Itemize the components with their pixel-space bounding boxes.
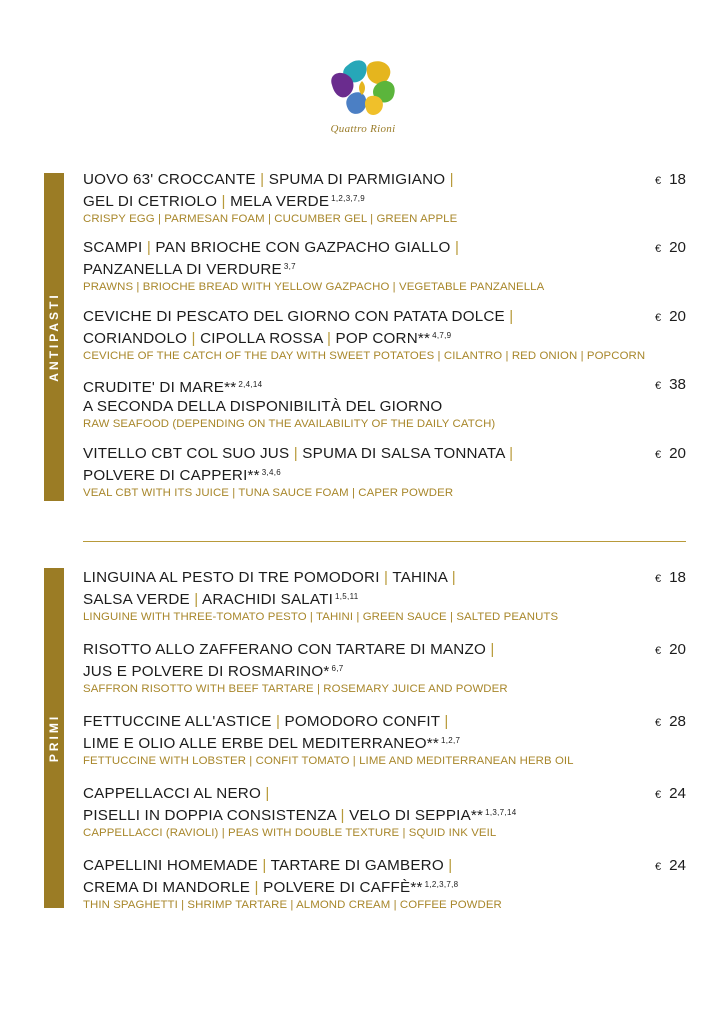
item-name-part: A SECONDA DELLA DISPONIBILITÀ DEL GIORNO <box>83 398 443 415</box>
item-title-line <box>83 659 693 681</box>
allergen-codes: 1,2,7 <box>441 736 461 745</box>
item-title-line <box>83 238 693 257</box>
currency-symbol: € <box>654 573 662 585</box>
item-name-part: POP CORN** <box>335 330 431 347</box>
item-name-part: PANZANELLA DI VERDURE <box>83 261 282 278</box>
item-price <box>655 856 686 877</box>
item-name-part: RISOTTO ALLO ZAFFERANO CON TARTARE DI MANZO <box>83 641 486 658</box>
item-name-part: JUS E POLVERE DI ROSMARINO* <box>83 663 330 680</box>
item-price <box>655 444 686 465</box>
item-name-part: UOVO 63' CROCCANTE <box>83 171 256 188</box>
item-title-line <box>83 170 693 189</box>
item-english-description: PRAWNS | BRIOCHE BREAD WITH YELLOW GAZPACHO | VEGETABLE PANZANELLA <box>83 281 545 293</box>
item-title-line <box>83 307 693 326</box>
item-english-description: CRISPY EGG | PARMESAN FOAM | CUCUMBER GEL | GREEN APPLE <box>83 213 458 225</box>
item-name-part: SPUMA DI SALSA TONNATA <box>302 445 505 462</box>
price-value: 20 <box>669 445 686 462</box>
separator: | <box>450 239 460 256</box>
item-title-line <box>83 731 693 753</box>
menu-item <box>83 375 693 432</box>
menu-item <box>83 784 693 841</box>
item-name-part: CAPELLINI HOMEMADE <box>83 857 258 874</box>
item-price <box>655 375 686 396</box>
allergen-codes: 3,7 <box>283 262 296 271</box>
price-value: 20 <box>669 308 686 325</box>
item-name-part: POLVERE DI CAPPERI** <box>83 467 260 484</box>
separator: | <box>445 171 454 188</box>
item-name-part: SCAMPI <box>83 239 143 256</box>
item-price <box>655 238 686 259</box>
currency-symbol: € <box>654 312 662 324</box>
item-name-part: FETTUCCINE ALL'ASTICE <box>83 713 272 730</box>
item-title-line <box>83 189 693 211</box>
item-price <box>655 568 686 589</box>
item-title-line <box>83 463 693 485</box>
item-name-part: CORIANDOLO <box>83 330 188 347</box>
separator: | <box>257 857 271 874</box>
menu-item <box>83 856 693 913</box>
price-value: 38 <box>669 376 686 393</box>
separator: | <box>504 308 514 325</box>
item-title-line <box>83 803 693 825</box>
item-title-line <box>83 875 693 897</box>
separator: | <box>189 591 203 608</box>
item-title-line <box>83 587 693 609</box>
separator: | <box>260 785 270 802</box>
item-title-line <box>83 326 693 348</box>
item-name-part: CRUDITE' DI MARE** <box>83 379 237 396</box>
allergen-codes: 2,4,14 <box>238 380 263 389</box>
menu-item <box>83 307 693 364</box>
menu-item <box>83 640 693 697</box>
separator: | <box>217 193 231 210</box>
item-name-part: TAHINA <box>392 569 448 586</box>
section-label: PRIMI <box>47 713 61 763</box>
separator: | <box>187 330 201 347</box>
allergen-codes: 6,7 <box>331 664 344 673</box>
item-name-part: ARACHIDI SALATI <box>202 591 334 608</box>
currency-symbol: € <box>654 789 662 801</box>
separator: | <box>250 879 264 896</box>
price-value: 20 <box>669 239 686 256</box>
item-english-description: RAW SEAFOOD (DEPENDING ON THE AVAILABILITY OF THE DAILY CATCH) <box>83 418 496 430</box>
separator: | <box>439 713 449 730</box>
item-name-part: LINGUINA AL PESTO DI TRE POMODORI <box>83 569 380 586</box>
item-price <box>655 784 686 805</box>
item-english-description: FETTUCCINE WITH LOBSTER | CONFIT TOMATO | LIME AND MEDITERRANEAN HERB OIL <box>83 755 574 767</box>
item-name-part: SPUMA DI PARMIGIANO <box>268 171 446 188</box>
menu-item <box>83 568 693 625</box>
item-name-part: VELO DI SEPPIA** <box>349 807 484 824</box>
allergen-codes: 1,2,3,7,8 <box>424 880 459 889</box>
item-english-description: LINGUINE WITH THREE-TOMATO PESTO | TAHINI | GREEN SAUCE | SALTED PEANUTS <box>83 611 559 623</box>
item-price <box>655 640 686 661</box>
item-name-part: CREMA DI MANDORLE <box>83 879 251 896</box>
currency-symbol: € <box>654 449 662 461</box>
item-title-line <box>83 444 693 463</box>
item-name-part: LIME E OLIO ALLE ERBE DEL MEDITERRANEO** <box>83 735 440 752</box>
separator: | <box>504 445 514 462</box>
item-title-line <box>83 712 693 731</box>
separator: | <box>322 330 336 347</box>
currency-symbol: € <box>654 861 662 873</box>
section-sidebar-primi <box>44 568 64 908</box>
menu-item <box>83 444 693 501</box>
separator: | <box>336 807 350 824</box>
item-name-part: PISELLI IN DOPPIA CONSISTENZA <box>83 807 337 824</box>
brand-name: Quattro Rioni <box>330 123 396 135</box>
item-name-part: POMODORO CONFIT <box>284 713 440 730</box>
item-name-part: CEVICHE DI PESCATO DEL GIORNO CON PATATA DOLCE <box>83 308 505 325</box>
separator: | <box>255 171 269 188</box>
item-title-line <box>83 257 693 279</box>
item-name-part: VITELLO CBT COL SUO JUS <box>83 445 290 462</box>
item-name-part: GEL DI CETRIOLO <box>83 193 218 210</box>
item-title-line <box>83 375 693 397</box>
item-title-line <box>83 568 693 587</box>
restaurant-logo <box>323 55 403 143</box>
currency-symbol: € <box>654 717 662 729</box>
item-english-description: THIN SPAGHETTI | SHRIMP TARTARE | ALMOND CREAM | COFFEE POWDER <box>83 899 502 911</box>
separator: | <box>447 569 456 586</box>
item-title-line <box>83 856 693 875</box>
separator: | <box>289 445 303 462</box>
separator: | <box>443 857 453 874</box>
item-english-description: SAFFRON RISOTTO WITH BEEF TARTARE | ROSEMARY JUICE AND POWDER <box>83 683 508 695</box>
price-value: 24 <box>669 857 686 874</box>
currency-symbol: € <box>654 380 662 392</box>
currency-symbol: € <box>654 645 662 657</box>
clover-logo-icon <box>326 55 400 121</box>
separator: | <box>379 569 393 586</box>
price-value: 18 <box>669 569 686 586</box>
item-english-description: CEVICHE OF THE CATCH OF THE DAY WITH SWEET POTATOES | CILANTRO | RED ONION | POPCORN <box>83 350 646 362</box>
item-english-description: VEAL CBT WITH ITS JUICE | TUNA SAUCE FOAM | CAPER POWDER <box>83 487 454 499</box>
price-value: 20 <box>669 641 686 658</box>
section-label: ANTIPASTI <box>47 292 61 382</box>
item-name-part: MELA VERDE <box>230 193 330 210</box>
item-name-part: POLVERE DI CAFFÈ** <box>263 879 423 896</box>
item-name-part: TARTARE DI GAMBERO <box>270 857 444 874</box>
item-name-part: SALSA VERDE <box>83 591 190 608</box>
item-title-line <box>83 397 693 416</box>
menu-item <box>83 170 693 227</box>
allergen-codes: 1,2,3,7,9 <box>331 194 365 203</box>
section-divider <box>83 541 686 542</box>
price-value: 28 <box>669 713 686 730</box>
price-value: 24 <box>669 785 686 802</box>
currency-symbol: € <box>654 175 662 187</box>
item-name-part: CIPOLLA ROSSA <box>200 330 323 347</box>
allergen-codes: 1,3,7,14 <box>485 808 517 817</box>
allergen-codes: 1,5,11 <box>335 592 359 601</box>
allergen-codes: 4,7,9 <box>432 331 452 340</box>
separator: | <box>142 239 156 256</box>
item-name-part: PAN BRIOCHE CON GAZPACHO GIALLO <box>155 239 451 256</box>
item-price <box>655 307 686 328</box>
price-value: 18 <box>669 171 686 188</box>
item-english-description: CAPPELLACCI (RAVIOLI) | PEAS WITH DOUBLE TEXTURE | SQUID INK VEIL <box>83 827 497 839</box>
item-price <box>655 170 686 191</box>
currency-symbol: € <box>654 243 662 255</box>
allergen-codes: 3,4,6 <box>261 468 282 477</box>
menu-item <box>83 712 693 769</box>
menu-item <box>83 238 693 295</box>
item-name-part: CAPPELLACCI AL NERO <box>83 785 261 802</box>
section-sidebar-antipasti <box>44 173 64 501</box>
item-title-line <box>83 640 693 659</box>
separator: | <box>485 641 495 658</box>
separator: | <box>271 713 285 730</box>
item-price <box>655 712 686 733</box>
item-title-line <box>83 784 693 803</box>
